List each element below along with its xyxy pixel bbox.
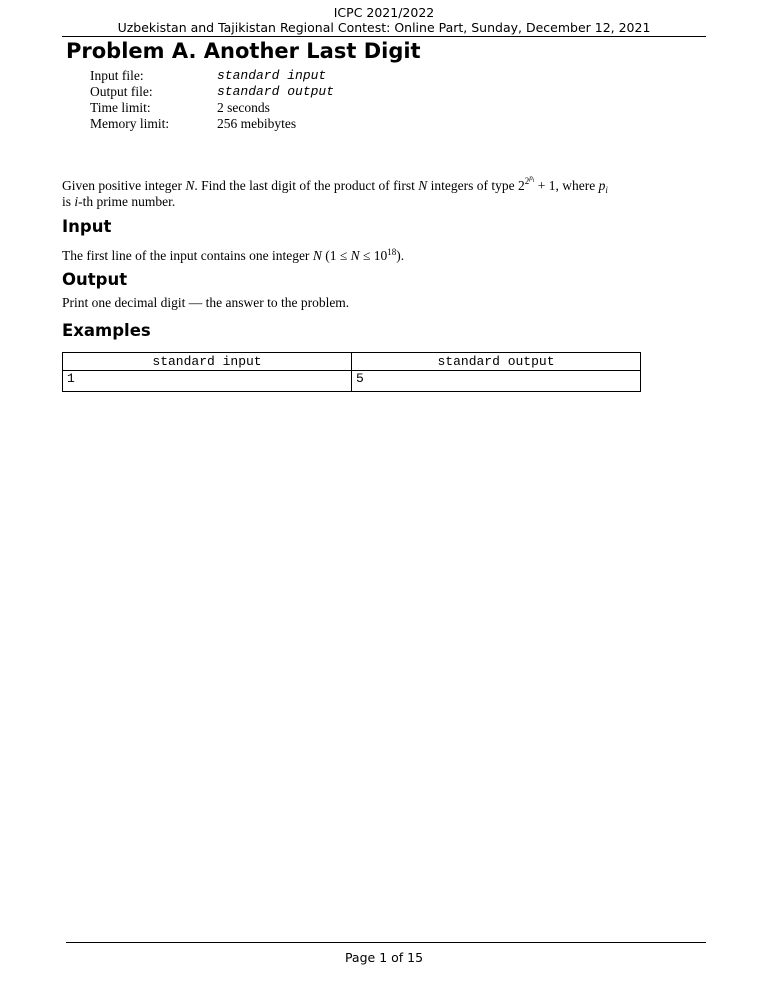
statement: Given positive integer N. Find the last digit of the product of first N integers of type $2^{2^{p_i}} + 1$, where $p_i$ is i-th prime number.	[62, 174, 608, 209]
info-value: standard output	[217, 84, 335, 99]
info-label: Output file:	[90, 84, 153, 99]
example-input: 1	[63, 371, 352, 392]
footer-rule	[66, 942, 706, 943]
problem-info	[90, 68, 334, 132]
example-output: 5	[352, 371, 641, 392]
info-value: 2 seconds	[217, 100, 270, 115]
contest-name: ICPC 2021/2022	[333, 5, 435, 20]
info-value: standard input	[217, 68, 327, 83]
table-row	[63, 371, 641, 392]
column-header: standard output	[352, 353, 641, 371]
problem-title: Problem A. Another Last Digit	[66, 39, 421, 63]
info-value: 256 mebibytes	[217, 116, 297, 131]
info-label: Memory limit:	[90, 116, 170, 131]
contest-subtitle: Uzbekistan and Tajikistan Regional Contest: Online Part, Sunday, December 12, 2021	[117, 20, 651, 35]
info-label: Time limit:	[90, 100, 151, 115]
examples-table	[62, 352, 641, 392]
problem-body	[62, 174, 708, 392]
input-heading: Input	[62, 217, 112, 236]
examples-heading: Examples	[62, 321, 151, 340]
column-header: standard input	[63, 353, 352, 371]
header-rule	[62, 36, 706, 37]
output-text: Print one decimal digit — the answer to the problem.	[62, 295, 350, 310]
output-heading: Output	[62, 270, 128, 289]
input-text: The first line of the input contains one integer N $(1 \le N \le 10^{18})$.	[62, 247, 405, 263]
page-number: Page 1 of 15	[344, 950, 424, 965]
info-label: Input file:	[90, 68, 144, 83]
